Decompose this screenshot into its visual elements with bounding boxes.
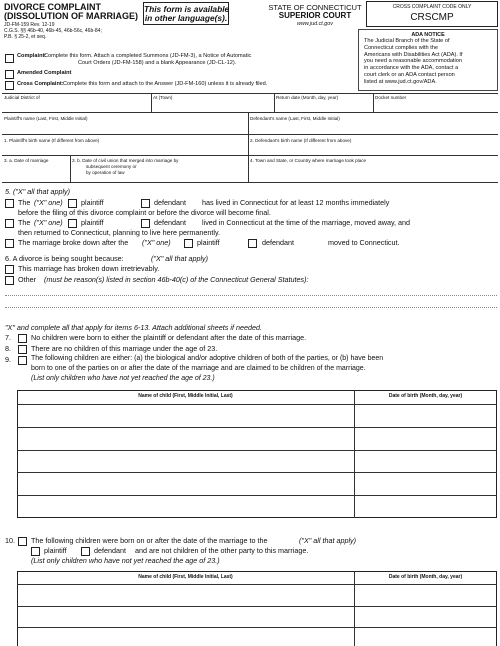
- item5-line1-x-one: ("X" one): [34, 198, 63, 207]
- item5-line2-text-cont: then returned to Connecticut, planning to live here permanently.: [18, 228, 221, 237]
- item9-text-1: The following children are either: (a) the biological and/or adoptive children of both of the parties, or (b) have been: [31, 355, 384, 362]
- complaint-text-2: Court Orders (JD-FM-158) and a blank Appearance (JD-CL-12).: [78, 60, 237, 66]
- item6-irretrievable-checkbox[interactable]: [5, 265, 14, 274]
- complaint-text-1: Complete this form. Attach a completed Summons (JD-FM-3), a Notice of Automatic: [44, 53, 252, 59]
- item10-defendant-checkbox[interactable]: [81, 547, 90, 556]
- table2-col-name: Name of child (First, Middle Initial, Last): [138, 574, 233, 580]
- item5-line1-plaintiff-label: plaintiff: [81, 198, 104, 207]
- grid-line: [2, 155, 498, 156]
- table1-row2-dob-field[interactable]: [355, 428, 496, 450]
- ada-title: ADA NOTICE: [411, 32, 445, 38]
- date-of-marriage-field[interactable]: [4, 164, 69, 181]
- table1-row1-name-field[interactable]: [18, 405, 354, 427]
- item5-line3-plaintiff-label: plaintiff: [197, 238, 220, 247]
- code-label: CROSS COMPLAINT CODE ONLY: [392, 4, 472, 10]
- language-notice-line-1: This form is available: [144, 4, 230, 14]
- code-value: CRSCMP: [410, 12, 454, 23]
- item5-line2-text: lived in Connecticut at the time of the marriage, moved away, and: [202, 218, 411, 227]
- item5-line3-plaintiff-checkbox[interactable]: [184, 239, 193, 248]
- defendant-name-label: Defendant's name (Last, First, Middle Initial): [250, 116, 340, 121]
- table2-row2-name-field[interactable]: [18, 607, 354, 627]
- at-town-label: At (Town): [153, 95, 173, 100]
- table1-row4-name-field[interactable]: [18, 473, 354, 495]
- table2-col-dob: Date of birth (Month, day, year): [388, 574, 463, 580]
- item5-line1-text-cont: before the filing of this divorce complaint or before the divorce will become final.: [18, 208, 271, 217]
- date-of-marriage-label: 3. a. Date of marriage: [4, 158, 49, 163]
- civil-union-label-2: subsequent ceremony or: [86, 164, 137, 169]
- grid-line: [70, 155, 71, 182]
- item5-returned-checkbox[interactable]: [5, 219, 14, 228]
- amended-complaint-checkbox[interactable]: [5, 70, 14, 79]
- civil-union-label-3: by operation of law: [86, 170, 125, 175]
- table2-row1-name-field[interactable]: [18, 585, 354, 606]
- plaintiff-name-field[interactable]: [4, 122, 247, 133]
- ada-notice-box: [358, 29, 498, 91]
- grid-line: [2, 112, 498, 113]
- return-date-label: Return date (Month, day, year): [276, 95, 339, 100]
- item5-line2-plaintiff-label: plaintiff: [81, 218, 104, 227]
- judicial-district-field[interactable]: [4, 101, 150, 111]
- item8-number: 8.: [5, 344, 11, 353]
- item5-line1-the: The: [18, 198, 31, 207]
- table1-row3-name-field[interactable]: [18, 451, 354, 472]
- item6-other-reason-field[interactable]: [5, 286, 497, 308]
- item10-text-cont: and are not children of the other party to this marriage.: [135, 546, 309, 555]
- complaint-checkbox[interactable]: [5, 54, 14, 63]
- statute-line-2: P.B. § 25-2, et seq.: [4, 34, 47, 40]
- item5-line3-x-one: ("X" one): [142, 238, 171, 247]
- ada-text: The Judicial Branch of the State of Connecticut complies with the Americans with Disabilities Act (ADA). If you need a reasonable accommodation in accordance with the ADA, contact a court clerk or an ADA contact person listed at www.jud.ct.gov/ADA.: [364, 38, 463, 85]
- item10-plaintiff-checkbox[interactable]: [31, 547, 40, 556]
- plaintiff-name-label: Plaintiff's name (Last, First, Middle Initial): [4, 116, 88, 121]
- item5-line1-defendant-label: defendant: [154, 198, 186, 207]
- item7-number: 7.: [5, 333, 11, 342]
- at-town-field[interactable]: [153, 101, 273, 111]
- language-notice-box: [143, 2, 229, 25]
- defendant-birth-name-field[interactable]: [250, 144, 497, 154]
- item5-line3-defendant-label: defendant: [262, 238, 294, 247]
- grid-line: [274, 93, 275, 112]
- item5-line1-defendant-checkbox[interactable]: [141, 199, 150, 208]
- civil-union-label-1: 3. b. Date of civil union that merged into marriage by: [72, 158, 179, 163]
- item9-checkbox[interactable]: [18, 356, 27, 365]
- item5-line1-text: has lived in Connecticut for at least 12 months immediately: [202, 198, 390, 207]
- cross-complaint-label: Cross Complaint:: [17, 81, 64, 87]
- item5-residency-checkbox[interactable]: [5, 199, 14, 208]
- court-name: SUPERIOR COURT: [278, 11, 352, 20]
- grid-line: [2, 182, 498, 183]
- cross-complaint-checkbox[interactable]: [5, 81, 14, 90]
- statute-line-1: C.G.S. §§ 46b-40, 46b-45, 46b-56c, 46b-84;: [4, 28, 102, 34]
- table2-row2-dob-field[interactable]: [355, 607, 496, 627]
- item10-text: The following children were born on or after the date of the marriage to the: [31, 536, 268, 545]
- cross-complaint-code-box: [366, 1, 498, 27]
- table1-col-dob: Date of birth (Month, day, year): [388, 393, 463, 399]
- item9-text-3: (List only children who have not yet reached the age of 23.): [31, 375, 215, 382]
- grid-line: [151, 93, 152, 112]
- table1-row3-dob-field[interactable]: [355, 451, 496, 472]
- item5-breakdown-checkbox[interactable]: [5, 239, 14, 248]
- table1-row5-dob-field[interactable]: [355, 496, 496, 517]
- item5-line3-defendant-checkbox[interactable]: [248, 239, 257, 248]
- item9-text-2: born to one of the parties on or after the date of the marriage and are claimed to be children of the marriage.: [31, 365, 366, 372]
- docket-number-field[interactable]: [375, 101, 497, 111]
- item5-line2-defendant-checkbox[interactable]: [141, 219, 150, 228]
- marriage-place-label: 4. Town and State, or Country where marriage took place: [250, 158, 367, 163]
- table1-row4-dob-field[interactable]: [355, 473, 496, 495]
- item10-note: (List only children who have not yet reached the age of 23.): [31, 556, 220, 565]
- item10-x-all: ("X" all that apply): [299, 536, 357, 545]
- plaintiff-birth-name-field[interactable]: [4, 144, 247, 154]
- item6-heading: 6. A divorce is being sought because:: [5, 254, 124, 263]
- item5-line2-x-one: ("X" one): [34, 218, 63, 227]
- item5-line1-plaintiff-checkbox[interactable]: [68, 199, 77, 208]
- item5-line2-the: The: [18, 218, 31, 227]
- item6-other-reason-note: (must be reason(s) listed in section 46b-40(c) of the Connecticut General Statutes):: [44, 275, 309, 284]
- table2-row3-dob-field[interactable]: [355, 628, 496, 646]
- plaintiff-birth-name-label: 1. Plaintiff's birth name (If different from above): [4, 138, 100, 143]
- docket-number-label: Docket number: [375, 95, 407, 100]
- item10-number: 10.: [5, 536, 15, 545]
- state-name: STATE OF CONNECTICUT: [268, 3, 362, 12]
- item10-defendant-label: defendant: [94, 546, 126, 555]
- table1-row1-dob-field[interactable]: [355, 405, 496, 427]
- item9-number: 9.: [5, 355, 11, 364]
- item6-other-checkbox[interactable]: [5, 276, 14, 285]
- return-date-field[interactable]: [276, 101, 372, 111]
- item8-checkbox[interactable]: [18, 345, 27, 354]
- item5-line2-defendant-label: defendant: [154, 218, 186, 227]
- item6-heading-x: ("X" all that apply): [151, 254, 209, 263]
- defendant-name-field[interactable]: [250, 122, 497, 133]
- table1-row2-name-field[interactable]: [18, 428, 354, 450]
- item5-line3-text: The marriage broke down after the: [18, 238, 129, 247]
- children-instruction: "X" and complete all that apply for items 6-13. Attach additional sheets if needed.: [5, 323, 262, 332]
- item6-other-label: Other: [18, 275, 36, 284]
- defendant-birth-name-label: 2. Defendant's birth name (If different from above): [250, 138, 352, 143]
- grid-line: [2, 93, 498, 94]
- form-id: JD-FM-159 Rev. 12-19: [4, 22, 55, 28]
- civil-union-date-field[interactable]: [72, 176, 247, 181]
- table1-col-name: Name of child (First, Middle Initial, Last): [138, 393, 233, 399]
- item10-checkbox[interactable]: [18, 537, 27, 546]
- grid-line: [248, 112, 249, 182]
- table1-row5-name-field[interactable]: [18, 496, 354, 517]
- form-title: DIVORCE COMPLAINT: [4, 2, 102, 12]
- item7-checkbox[interactable]: [18, 334, 27, 343]
- form-subtitle: (DISSOLUTION OF MARRIAGE): [4, 11, 138, 21]
- item8-text: There are no children of this marriage under the age of 23.: [31, 344, 218, 353]
- item7-text: No children were born to either the plaintiff or defendant after the date of this marriage.: [31, 333, 307, 342]
- item6-irretrievable-label: This marriage has broken down irretrievably.: [18, 264, 160, 273]
- marriage-place-field[interactable]: [250, 164, 497, 181]
- cross-complaint-text: Complete this form and attach to the Answer (JD-FM-160) unless it is already filed.: [63, 81, 268, 87]
- language-notice-line-2: in other language(s).: [144, 13, 228, 23]
- table2-row1-dob-field[interactable]: [355, 585, 496, 606]
- grid-line: [2, 134, 498, 135]
- item5-line3-text-end: moved to Connecticut.: [328, 238, 400, 247]
- item10-plaintiff-label: plaintiff: [44, 546, 67, 555]
- table2-row3-name-field[interactable]: [18, 628, 354, 646]
- item5-line2-plaintiff-checkbox[interactable]: [68, 219, 77, 228]
- complaint-label: Complaint:: [17, 53, 47, 59]
- judicial-district-label: Judicial District of: [4, 95, 40, 100]
- item5-heading: 5. ("X" all that apply): [5, 187, 71, 196]
- amended-complaint-label: Amended Complaint: [17, 70, 72, 76]
- website: www.jud.ct.gov: [297, 21, 333, 27]
- grid-line: [373, 93, 374, 112]
